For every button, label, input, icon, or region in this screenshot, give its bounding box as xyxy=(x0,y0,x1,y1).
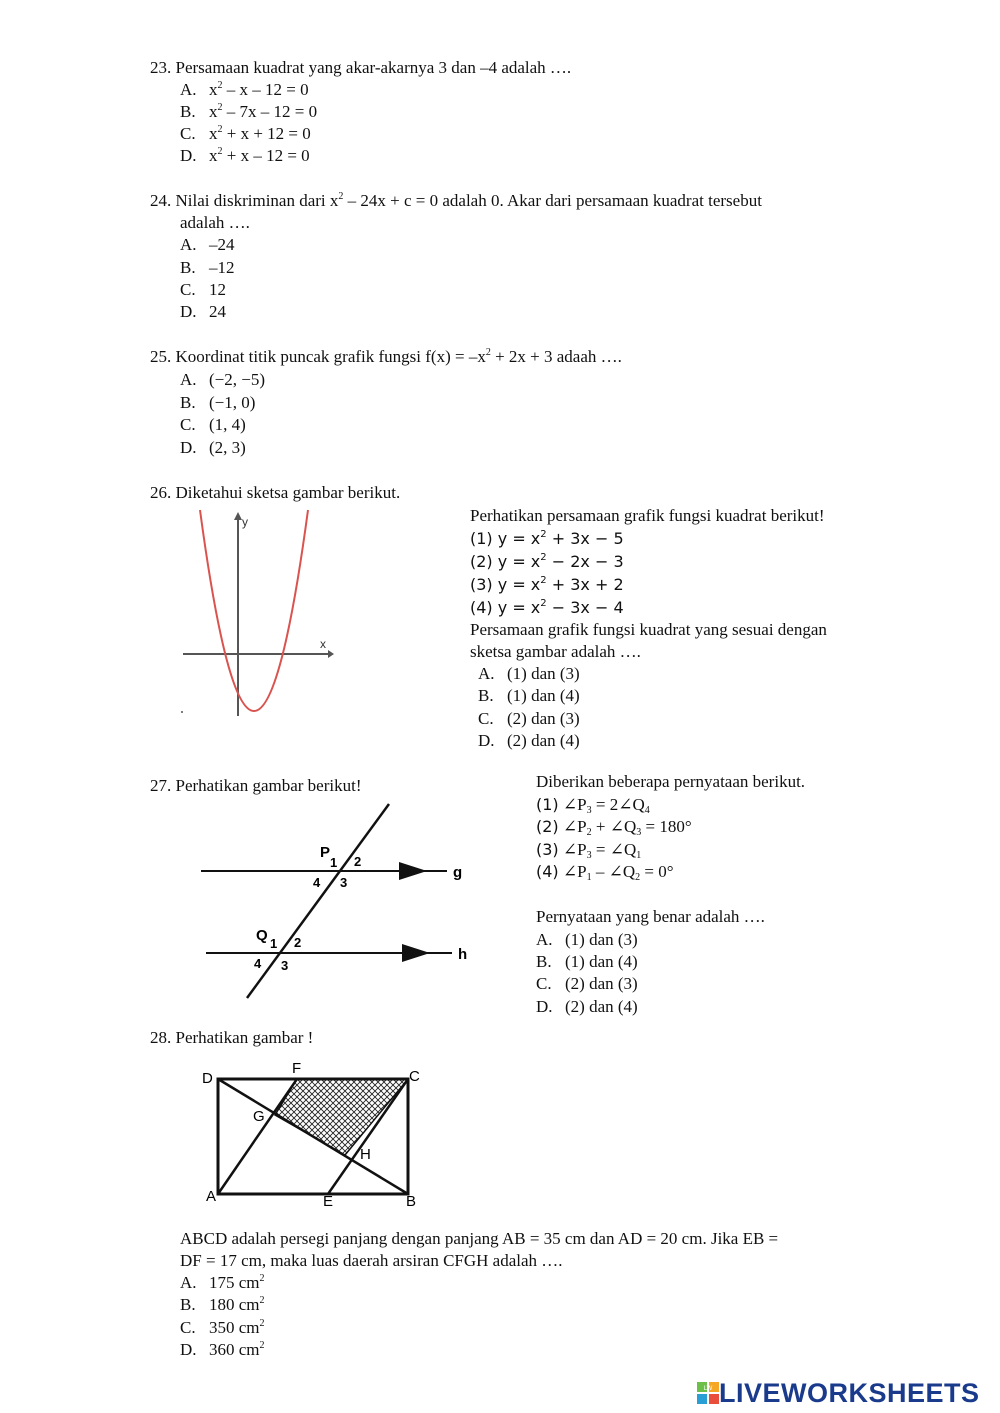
line-h-arrow xyxy=(402,944,430,962)
label-C: C xyxy=(409,1068,420,1085)
x-axis-label: x xyxy=(320,637,326,651)
q27-stem: 27. Perhatikan gambar berikut! xyxy=(150,776,362,795)
q26-option-c[interactable]: C. (2) dan (3) xyxy=(478,709,580,728)
q25-option-b[interactable]: B. (−1, 0) xyxy=(180,393,256,412)
q26-equation-4: (4) $y = x^2 - 3x - 4$ xyxy=(470,598,624,617)
option-label: D. xyxy=(180,146,197,165)
q26-intro: Perhatikan persamaan grafik fungsi kuadrat berikut! xyxy=(470,506,825,525)
q26-equation-1: (1) $y = x^2 + 3x - 5$ xyxy=(470,529,624,548)
label-P-3: 3 xyxy=(340,875,348,890)
q27-option-c[interactable]: C. (2) dan (3) xyxy=(536,974,638,993)
q28-option-b[interactable]: B. 180 $cm^2$ xyxy=(180,1295,265,1314)
q25-option-d[interactable]: D. (2, 3) xyxy=(180,438,246,457)
label-D: D xyxy=(202,1070,213,1087)
q26-parabola-graph xyxy=(178,506,338,721)
q23-option-a[interactable]: A. $x^2 - x - 12 = 0$ xyxy=(180,79,309,102)
q25-option-c[interactable]: C. (1, 4) xyxy=(180,415,246,434)
label-H: H xyxy=(360,1146,371,1163)
q28-stem: 28. Perhatikan gambar ! xyxy=(150,1028,314,1047)
transversal-line xyxy=(247,804,389,998)
label-P-2: 2 xyxy=(354,854,362,869)
q27-parallel-lines-figure xyxy=(195,800,485,1005)
q23-option-d[interactable]: D. $x^2 + x - 12 = 0$ xyxy=(180,145,310,168)
q27-intro: Diberikan beberapa pernyataan berikut. xyxy=(536,772,806,791)
logo-mark-icon xyxy=(697,1382,719,1404)
parabola-curve xyxy=(200,510,308,711)
label-Q: Q xyxy=(256,927,268,944)
q27-option-d[interactable]: D. (2) dan (4) xyxy=(536,997,638,1016)
q28-text-line2: DF = 17 cm, maka luas daerah arsiran CFGH adalah …. xyxy=(180,1251,563,1270)
q24-option-d[interactable]: D. 24 xyxy=(180,302,226,321)
x-axis-arrow xyxy=(328,650,334,658)
q26-option-a[interactable]: A. (1) dan (3) xyxy=(478,664,580,683)
q26-stem: 26. Diketahui sketsa gambar berikut. xyxy=(150,483,401,502)
q26-equation-3: (3) $y = x^2 + 3x + 2$ xyxy=(470,575,624,594)
segment-AF xyxy=(218,1079,297,1194)
q28-text-line1: ABCD adalah persegi panjang dengan panjang AB = 35 cm dan AD = 20 cm. Jika EB = xyxy=(180,1229,779,1248)
label-B: B xyxy=(406,1193,417,1210)
y-axis-arrow xyxy=(234,512,242,520)
option-label: A. xyxy=(180,80,197,99)
label-G: G xyxy=(253,1108,265,1125)
q27-statement-4: (4) $\angle P_1$ – $\angle Q_2 = 0^\circ$ xyxy=(536,862,674,883)
q24-option-c[interactable]: C. 12 xyxy=(180,280,226,299)
q27-option-b[interactable]: B. (1) dan (4) xyxy=(536,952,638,971)
label-P: P xyxy=(320,844,331,861)
label-A: A xyxy=(206,1188,217,1205)
q28-option-d[interactable]: D. 360 $cm^2$ xyxy=(180,1340,265,1359)
shaded-region-CFGH xyxy=(275,1079,408,1155)
label-h: h xyxy=(458,946,468,963)
q28-option-a[interactable]: A. 175 $cm^2$ xyxy=(180,1273,265,1292)
option-label: C. xyxy=(180,124,196,143)
label-Q-1: 1 xyxy=(270,936,278,951)
label-P-1: 1 xyxy=(330,855,338,870)
logo-text: LIVEWORKSHEETS xyxy=(719,1377,980,1408)
label-Q-4: 4 xyxy=(254,956,262,971)
q27-statement-2: (2) $\angle P_2$ + $\angle Q_3 = 180^\circ$ xyxy=(536,817,692,838)
option-label: B. xyxy=(180,102,196,121)
q26-question-line1: Persamaan grafik fungsi kuadrat yang sesuai dengan xyxy=(470,620,827,639)
y-axis-label: y xyxy=(242,515,248,529)
label-P-4: 4 xyxy=(313,875,321,890)
q24-option-a[interactable]: A. –24 xyxy=(180,235,235,254)
q23-stem: 23. Persamaan kuadrat yang akar-akarnya 3 dan –4 adalah …. xyxy=(150,58,572,77)
q25-stem: 25. Koordinat titik puncak grafik fungsi $f(x) = -x^2 + 2x + 3$ adaah …. xyxy=(150,347,622,366)
q24-stem-line2: adalah …. xyxy=(180,213,250,232)
label-g: g xyxy=(453,864,463,881)
stray-dot xyxy=(181,711,183,713)
q27-option-a[interactable]: A. (1) dan (3) xyxy=(536,930,638,949)
q28-rectangle-figure xyxy=(195,1055,435,1215)
q23-option-b[interactable]: B. $x^2 - 7x - 12 = 0$ xyxy=(180,101,317,124)
q24-option-b[interactable]: B. –12 xyxy=(180,258,235,277)
label-Q-2: 2 xyxy=(294,935,302,950)
label-Q-3: 3 xyxy=(281,958,289,973)
q28-option-c[interactable]: C. 350 $cm^2$ xyxy=(180,1318,265,1337)
q24-stem: 24. Nilai diskriminan dari $x^2 - 24x + c = 0$ adalah 0. Akar dari persamaan kuadrat tersebut xyxy=(150,191,762,210)
q26-question-line2: sketsa gambar adalah …. xyxy=(470,642,641,661)
label-E: E xyxy=(323,1193,334,1210)
q27-question: Pernyataan yang benar adalah …. xyxy=(536,907,765,926)
svg-text:LW: LW xyxy=(703,1386,713,1392)
q27-statement-1: (1) $\angle P_3$ = $2\angle Q_4$ xyxy=(536,795,650,816)
q26-option-b[interactable]: B. (1) dan (4) xyxy=(478,686,580,705)
q27-statement-3: (3) $\angle P_3$ = $\angle Q_1$ xyxy=(536,840,642,861)
label-F: F xyxy=(292,1060,302,1077)
liveworksheets-logo xyxy=(697,1378,980,1408)
q25-option-a[interactable]: A. (−2, −5) xyxy=(180,370,265,389)
q26-equation-2: (2) $y = x^2 - 2x - 3$ xyxy=(470,552,624,571)
q23-option-c[interactable]: C. $x^2 + x + 12 = 0$ xyxy=(180,123,311,146)
q26-option-d[interactable]: D. (2) dan (4) xyxy=(478,731,580,750)
line-g-arrow xyxy=(399,862,427,880)
